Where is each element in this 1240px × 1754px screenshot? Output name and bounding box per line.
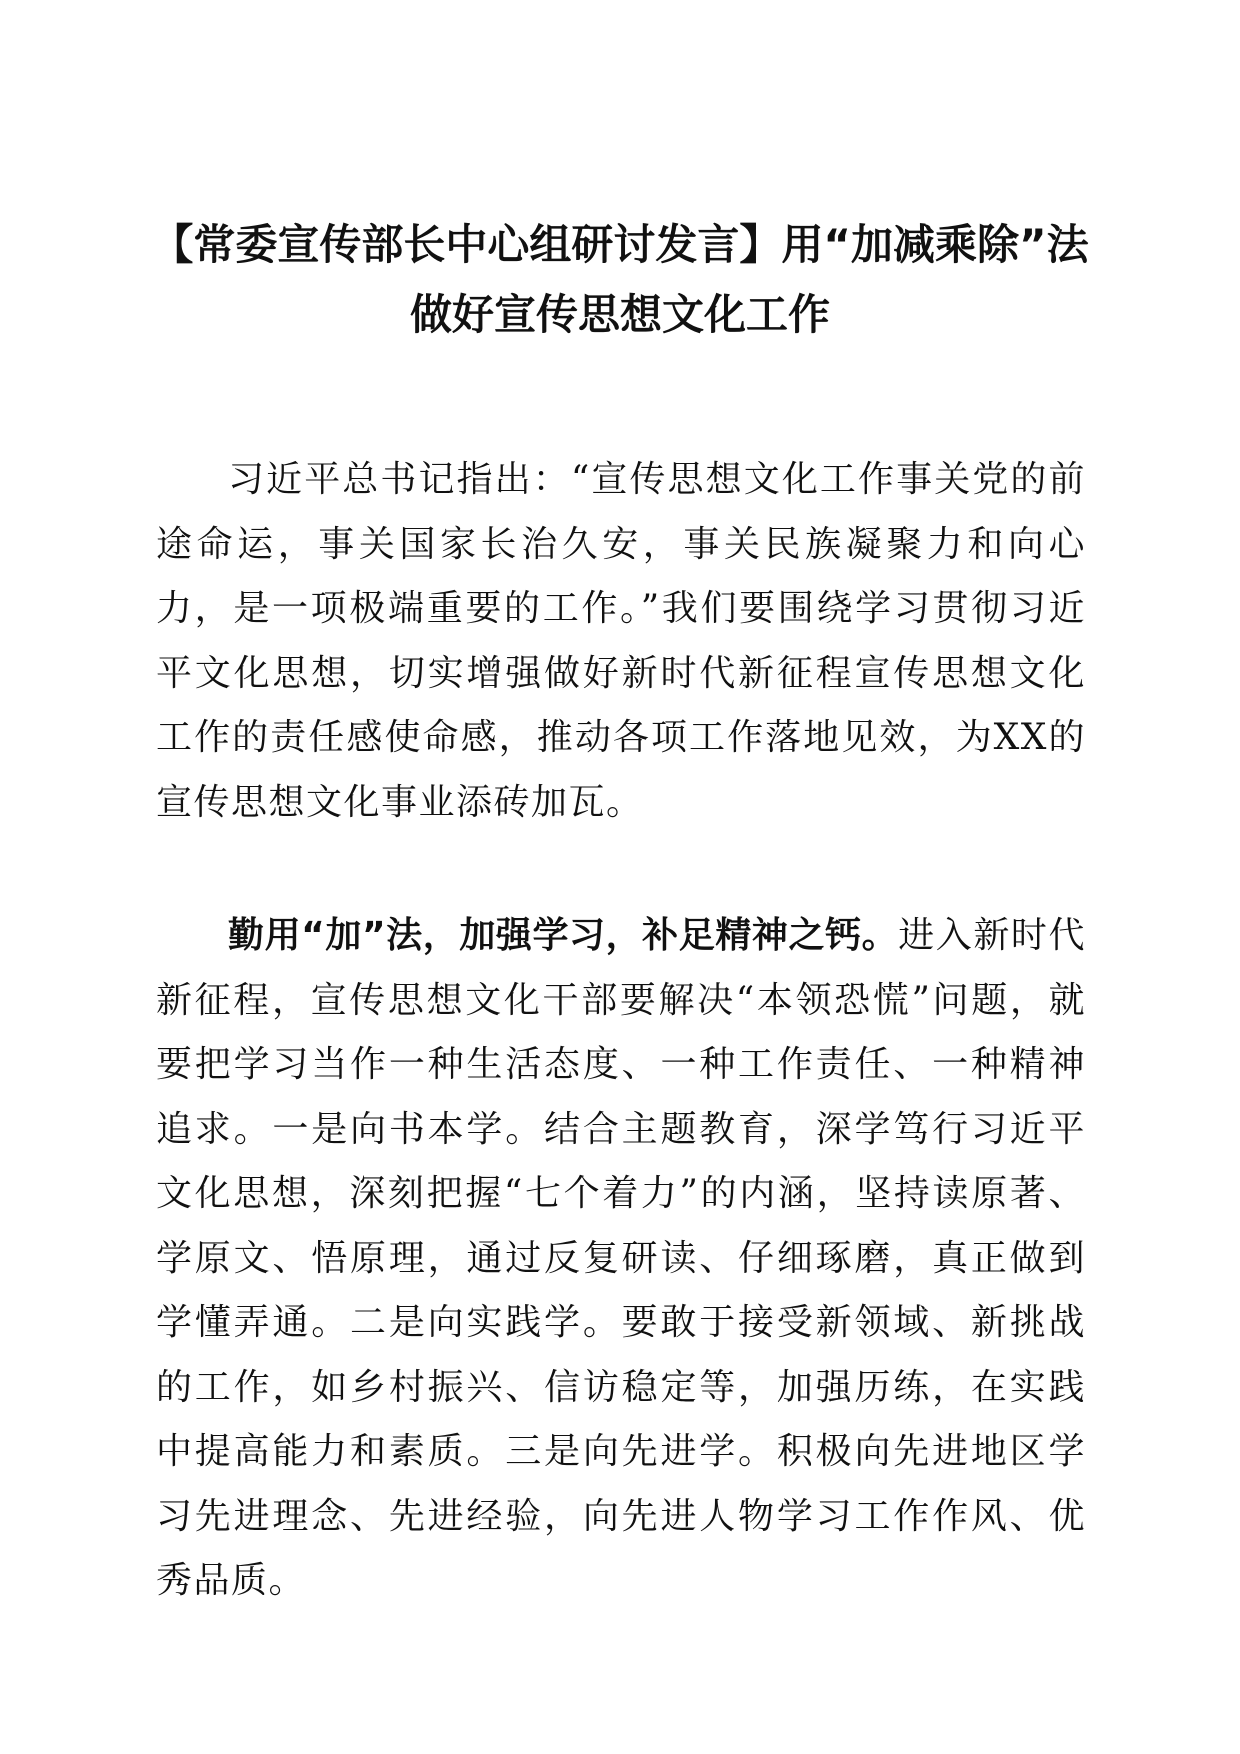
addition-section-paragraph xyxy=(156,904,1086,1614)
intro-paragraph-text: 习近平总书记指出：“宣传思想文化工作事关党的前途命运，事关国家长治久安，事关民族凝聚力和向心力，是一项极端重要的工作。”我们要围绕学习贯彻习近平文化思想，切实增强做好新时代新征程宣传思想文化工作的责任感使命感，推动各项工作落地见效，为XX的宣传思想文化事业添砖加瓦。 xyxy=(156,459,1086,823)
intro-paragraph xyxy=(156,448,1086,835)
document-title: 【常委宣传部长中心组研讨发言】用“加减乘除”法做好宣传思想文化工作 xyxy=(151,220,1089,339)
addition-section-heading: 勤用“加”法，加强学习，补足精神之钙。 xyxy=(228,915,899,956)
addition-section-text: 进入新时代新征程，宣传思想文化干部要解决“本领恐慌”问题，就要把学习当作一种生活态度、一种工作责任、一种精神追求。一是向书本学。结合主题教育，深学笃行习近平文化思想，深刻把握“七个着力”的内涵，坚持读原著、学原文、悟原理，通过反复研读、仔细琢磨，真正做到学懂弄通。二是向实践学。要敢于接受新领域、新挑战的工作，如乡村振兴、信访稳定等，加强历练，在实践中提高能力和素质。三是向先进学。积极向先进地区学习先进理念、先进经验，向先进人物学习工作作风、优秀品质。 xyxy=(156,915,1086,1601)
